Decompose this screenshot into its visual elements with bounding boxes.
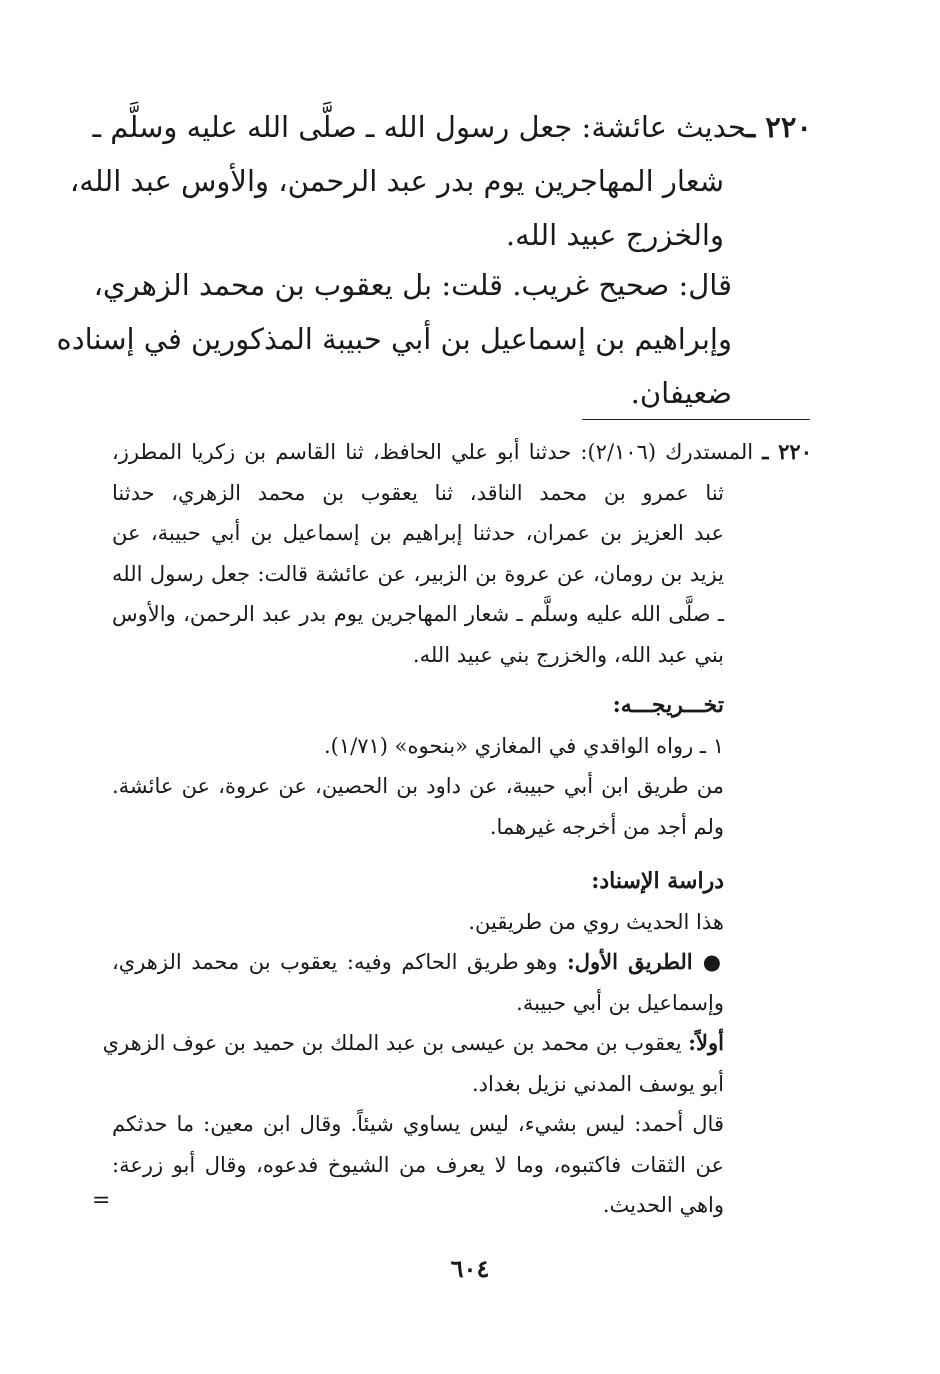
- hadith-block: [69, 100, 812, 262]
- ahmad-line-2: عن الثقات فاكتبوه، وما لا يعرف من الشيوخ فدعوه، وقال أبو زرعة:: [112, 1152, 724, 1177]
- takhrij-line-3: ولم أجد من أخرجه غيرهما.: [489, 814, 724, 839]
- first-narrator-cont: أبو يوسف المدني نزيل بغداد.: [471, 1071, 724, 1096]
- ahmad-line-1: قال أحمد: ليس بشيء، ليس يساوي شيئاً. وقال ابن معين: ما حدثكم: [112, 1112, 724, 1136]
- footnote-line-3: عبد العزيز بن عمران، حدثنا إبراهيم بن إسماعيل بن أبي حبيبة، عن: [112, 521, 724, 545]
- first-text: يعقوب بن محمد بن عيسى بن عبد الملك بن حميد بن عوف الزهري: [102, 1031, 682, 1055]
- takhrij-line-2: من طريق ابن أبي حبيبة، عن داود بن الحصين، عن عروة، عن عائشة.: [112, 774, 724, 798]
- hadith-line-1: [92, 100, 812, 154]
- hadith-number: ٢٢٠ ـ: [746, 110, 812, 144]
- first-narrator-line: [102, 1023, 812, 1064]
- first-path-cont: وإسماعيل بن أبي حبيبة.: [516, 990, 724, 1015]
- commentary-line-1: قال: صحيح غريب. قلت: بل يعقوب بن محمد الزهري،: [93, 268, 732, 302]
- footnote-text-1: المستدرك (٢/١٠٦): حدثنا أبو علي الحافظ، ثنا القاسم بن زكريا المطرز،: [112, 440, 754, 464]
- footnote-line-2: ثنا عمرو بن محمد الناقد، ثنا يعقوب بن محمد الزهري، حدثنا: [112, 480, 724, 505]
- isnad-heading: دراسة الإسناد:: [591, 868, 724, 894]
- hadith-line-3: والخزرج عبيد الله.: [505, 218, 724, 252]
- first-path-text: وهو طريق الحاكم وفيه: يعقوب بن محمد الزهري،: [112, 950, 558, 974]
- first-path-label: ● الطريق الأول:: [567, 949, 724, 974]
- first-label: أولاً:: [688, 1030, 724, 1055]
- takhrij-line-1: ١ ـ رواه الواقدي في المغازي «بنحوه» (١/٧١).: [324, 733, 724, 758]
- commentary-block: [56, 258, 732, 420]
- footnote-number: ٢٢٠ ـ: [762, 439, 812, 464]
- takhrij-heading: تخـــريجـــه:: [612, 692, 724, 718]
- hadith-line-2: شعار المهاجرين يوم بدر عبد الرحمن، والأوس عبد الله،: [69, 164, 724, 198]
- ahmad-line-3: واهي الحديث.: [602, 1193, 724, 1217]
- footnote-block: [102, 432, 812, 1226]
- commentary-line-2: وإبراهيم بن إسماعيل بن أبي حبيبة المذكورين في إسناده: [56, 322, 732, 356]
- continuation-mark: =: [92, 1188, 111, 1213]
- hadith-text-1: حديث عائشة: جعل رسول الله ـ صلَّى الله عليه وسلَّم ـ: [92, 110, 747, 144]
- footnote-line-4: يزيد بن رومان، عن عروة بن الزبير، عن عائشة قالت: جعل رسول الله: [112, 561, 724, 586]
- footnote-line-6: بني عبد الله، والخزرج بني عبيد الله.: [412, 642, 724, 667]
- footnote-line-1: [112, 432, 812, 473]
- page-number: ٦٠٤: [450, 1254, 490, 1283]
- footnote-line-5: ـ صلَّى الله عليه وسلَّم ـ شعار المهاجرين يوم بدر عبد الرحمن، والأوس: [112, 602, 724, 626]
- commentary-line-3: ضعيفان.: [630, 376, 732, 410]
- footnote-separator: [582, 419, 810, 420]
- isnad-intro: هذا الحديث روي من طريقين.: [468, 909, 724, 934]
- first-path-line: [112, 942, 812, 983]
